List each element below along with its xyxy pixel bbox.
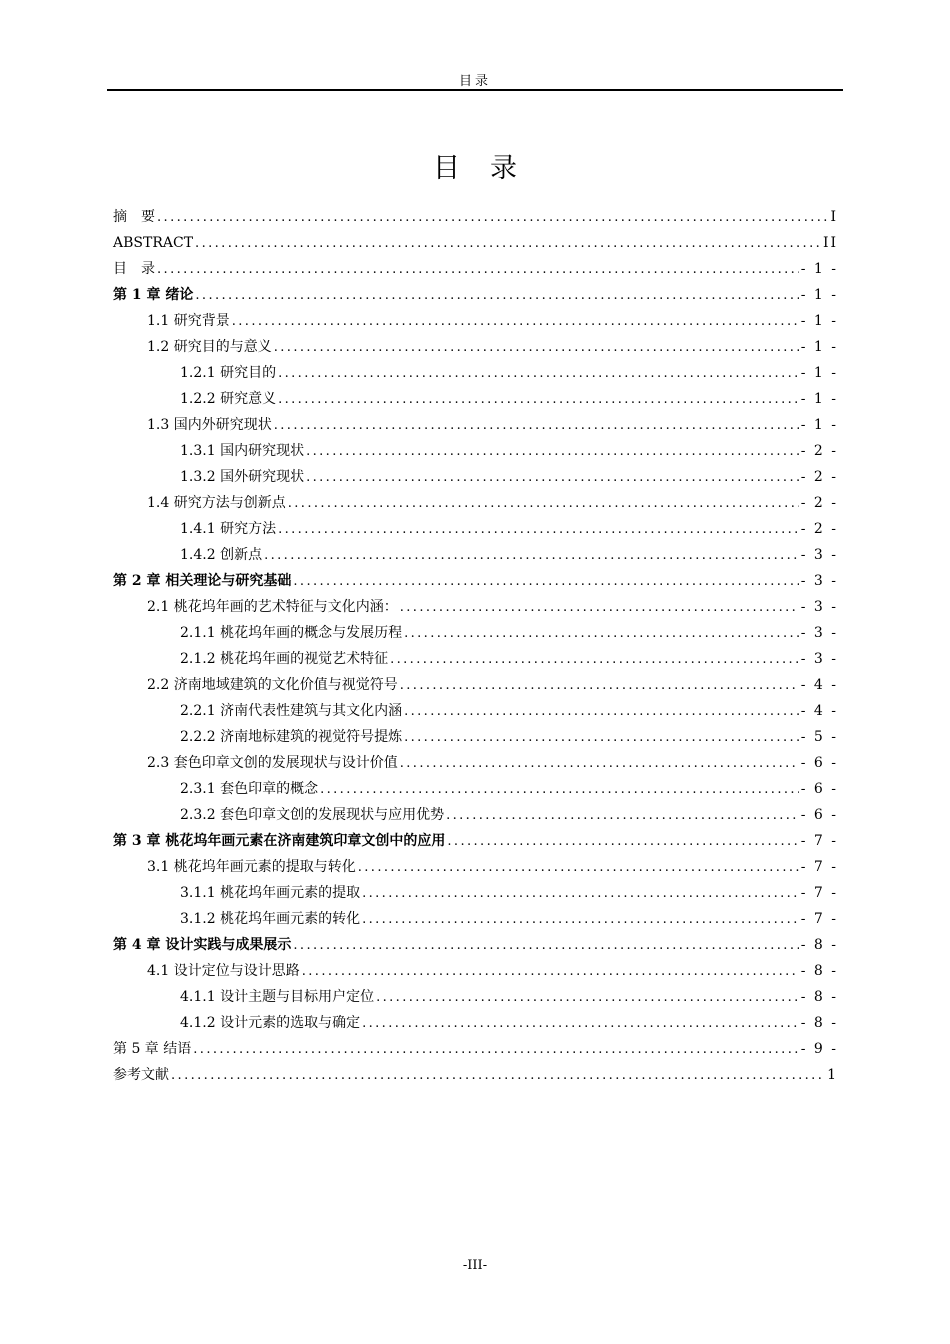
toc-entry-title: 4.1.1 设计主题与目标用户定位 xyxy=(180,989,375,1005)
toc-entry-page: - 6 - xyxy=(800,781,838,797)
toc-entry[interactable] xyxy=(113,230,838,256)
toc-dot-leader xyxy=(390,647,799,673)
toc-entry-title: 第 2 章 相关理论与研究基础 xyxy=(113,573,292,589)
toc-entry[interactable] xyxy=(113,1062,838,1088)
toc-dot-leader xyxy=(293,933,798,959)
toc-entry-page: - 3 - xyxy=(800,547,838,563)
toc-entry-title: 1.2.1 研究目的 xyxy=(180,365,277,381)
toc-dot-leader xyxy=(362,907,799,933)
toc-entry-title: 目 录 xyxy=(113,261,155,277)
toc-dot-leader xyxy=(400,751,799,777)
toc-entry-page: - 2 - xyxy=(800,495,838,511)
toc-dot-leader xyxy=(320,777,799,803)
toc-dot-leader xyxy=(195,231,821,257)
toc-entry-title: 4.1.2 设计元素的选取与确定 xyxy=(180,1015,361,1031)
toc-entry[interactable] xyxy=(113,880,838,906)
toc-entry[interactable] xyxy=(113,1010,838,1036)
toc-dot-leader xyxy=(404,621,799,647)
toc-entry-page: - 8 - xyxy=(800,989,838,1005)
toc-entry[interactable] xyxy=(113,828,838,854)
toc-entry[interactable] xyxy=(113,360,838,386)
toc-entry[interactable] xyxy=(113,906,838,932)
toc-entry[interactable] xyxy=(113,334,838,360)
toc-dot-leader xyxy=(157,205,828,231)
toc-entry-page: II xyxy=(822,235,838,251)
toc-entry[interactable] xyxy=(113,490,838,516)
toc-dot-leader xyxy=(446,803,799,829)
toc-entry-page: - 3 - xyxy=(800,651,838,667)
toc-entry-title: 1.4.1 研究方法 xyxy=(180,521,277,537)
toc-dot-leader xyxy=(232,309,799,335)
toc-dot-leader xyxy=(288,491,799,517)
toc-entry[interactable] xyxy=(113,750,838,776)
toc-dot-leader xyxy=(274,413,799,439)
toc-dot-leader xyxy=(404,725,799,751)
toc-entry-page: - 7 - xyxy=(800,911,838,927)
toc-entry[interactable] xyxy=(113,698,838,724)
toc-dot-leader xyxy=(193,1037,798,1063)
toc-entry[interactable] xyxy=(113,542,838,568)
toc-entry-title: 摘 要 xyxy=(113,209,155,225)
toc-entry-title: 2.2.2 济南地标建筑的视觉符号提炼 xyxy=(180,729,403,745)
toc-dot-leader xyxy=(400,595,799,621)
toc-entry-page: - 8 - xyxy=(800,963,838,979)
toc-entry[interactable] xyxy=(113,204,838,230)
toc-entry-title: 3.1 桃花坞年画元素的提取与转化 xyxy=(147,859,356,875)
toc-entry-title: 1.1 研究背景 xyxy=(147,313,230,329)
toc-entry-title: 1.2.2 研究意义 xyxy=(180,391,277,407)
toc-entry-title: 2.2.1 济南代表性建筑与其文化内涵 xyxy=(180,703,403,719)
toc-entry-page: - 3 - xyxy=(800,599,838,615)
toc-entry-title: 3.1.2 桃花坞年画元素的转化 xyxy=(180,911,361,927)
toc-entry[interactable] xyxy=(113,438,838,464)
toc-entry-title: 2.3.1 套色印章的概念 xyxy=(180,781,319,797)
toc-entry[interactable] xyxy=(113,516,838,542)
toc-entry[interactable] xyxy=(113,282,838,308)
toc-entry[interactable] xyxy=(113,568,838,594)
toc-entry-page: - 1 - xyxy=(800,313,838,329)
toc-entry-page: - 2 - xyxy=(800,521,838,537)
toc-entry-page: - 4 - xyxy=(800,703,838,719)
toc-dot-leader xyxy=(306,439,799,465)
toc-entry-title: 1.3.2 国外研究现状 xyxy=(180,469,305,485)
toc-entry[interactable] xyxy=(113,776,838,802)
toc-entry-title: 第 5 章 结语 xyxy=(113,1041,192,1057)
toc-dot-leader xyxy=(376,985,799,1011)
toc-dot-leader xyxy=(404,699,799,725)
page-title: 目录 xyxy=(433,153,547,184)
toc-entry-page: - 2 - xyxy=(800,443,838,459)
toc-dot-leader xyxy=(264,543,799,569)
toc-dot-leader xyxy=(293,569,798,595)
toc-entry-page: 1 xyxy=(827,1067,838,1083)
page-number: -III- xyxy=(462,1258,488,1273)
toc-entry[interactable] xyxy=(113,672,838,698)
toc-dot-leader xyxy=(302,959,799,985)
toc-dot-leader xyxy=(400,673,799,699)
toc-entry[interactable] xyxy=(113,958,838,984)
toc-entry[interactable] xyxy=(113,412,838,438)
toc-entry[interactable] xyxy=(113,854,838,880)
toc-dot-leader xyxy=(278,361,799,387)
toc-dot-leader xyxy=(358,855,799,881)
toc-dot-leader xyxy=(274,335,799,361)
toc-entry[interactable] xyxy=(113,594,838,620)
toc-entry-title: 第 1 章 绪论 xyxy=(113,287,194,303)
toc-entry-title: 2.2 济南地域建筑的文化价值与视觉符号 xyxy=(147,677,398,693)
toc-entry-page: - 3 - xyxy=(800,573,838,589)
toc-entry-title: 1.2 研究目的与意义 xyxy=(147,339,272,355)
toc-dot-leader xyxy=(447,829,798,855)
running-header: 目录 xyxy=(458,74,491,89)
toc-dot-leader xyxy=(171,1063,825,1089)
toc-entry[interactable] xyxy=(113,464,838,490)
toc-entry-page: - 1 - xyxy=(800,391,838,407)
toc-entry-title: 第 3 章 桃花坞年画元素在济南建筑印章文创中的应用 xyxy=(113,833,446,849)
toc-entry-title: 1.4.2 创新点 xyxy=(180,547,263,563)
toc-entry-page: - 1 - xyxy=(800,417,838,433)
toc-entry-page: - 2 - xyxy=(800,469,838,485)
toc-entry-title: 参考文献 xyxy=(113,1067,169,1083)
toc-entry-title: 2.3.2 套色印章文创的发展现状与应用优势 xyxy=(180,807,445,823)
toc-entry-page: - 7 - xyxy=(800,859,838,875)
toc-entry-title: 第 4 章 设计实践与成果展示 xyxy=(113,937,292,953)
toc-entry-page: - 6 - xyxy=(800,755,838,771)
toc-entry-page: - 1 - xyxy=(800,287,838,303)
toc-entry-page: - 6 - xyxy=(800,807,838,823)
toc-entry[interactable] xyxy=(113,984,838,1010)
toc-entry[interactable] xyxy=(113,1036,838,1062)
toc-entry-page: - 8 - xyxy=(800,937,838,953)
header-rule xyxy=(107,89,843,91)
toc-entry[interactable] xyxy=(113,646,838,672)
toc-entry-title: 2.3 套色印章文创的发展现状与设计价值 xyxy=(147,755,398,771)
toc-entry[interactable] xyxy=(113,724,838,750)
toc-entry[interactable] xyxy=(113,308,838,334)
toc-entry-page: - 4 - xyxy=(800,677,838,693)
toc-entry-page: - 8 - xyxy=(800,1015,838,1031)
toc-dot-leader xyxy=(278,517,799,543)
toc-entry-page: - 3 - xyxy=(800,625,838,641)
toc-entry-title: 2.1.1 桃花坞年画的概念与发展历程 xyxy=(180,625,403,641)
toc-entry-page: I xyxy=(830,209,838,225)
toc-dot-leader xyxy=(362,1011,799,1037)
toc-entry[interactable] xyxy=(113,386,838,412)
toc-entry-title: 3.1.1 桃花坞年画元素的提取 xyxy=(180,885,361,901)
toc-entry[interactable] xyxy=(113,256,838,282)
toc-entry-page: - 9 - xyxy=(800,1041,838,1057)
table-of-contents xyxy=(113,204,838,1088)
toc-entry[interactable] xyxy=(113,932,838,958)
toc-entry-title: 1.3 国内外研究现状 xyxy=(147,417,272,433)
toc-entry-page: - 1 - xyxy=(800,339,838,355)
toc-entry-title: 2.1 桃花坞年画的艺术特征与文化内涵： xyxy=(147,599,398,615)
toc-dot-leader xyxy=(362,881,799,907)
toc-dot-leader xyxy=(278,387,799,413)
toc-entry[interactable] xyxy=(113,620,838,646)
toc-entry-page: - 7 - xyxy=(800,833,838,849)
toc-entry[interactable] xyxy=(113,802,838,828)
toc-entry-page: - 7 - xyxy=(800,885,838,901)
toc-entry-page: - 1 - xyxy=(800,365,838,381)
toc-entry-title: 4.1 设计定位与设计思路 xyxy=(147,963,300,979)
toc-entry-title: 1.4 研究方法与创新点 xyxy=(147,495,286,511)
toc-entry-title: 2.1.2 桃花坞年画的视觉艺术特征 xyxy=(180,651,389,667)
toc-entry-title: ABSTRACT xyxy=(113,235,194,251)
toc-dot-leader xyxy=(157,257,799,283)
toc-entry-page: - 1 - xyxy=(800,261,838,277)
toc-dot-leader xyxy=(306,465,799,491)
toc-entry-title: 1.3.1 国内研究现状 xyxy=(180,443,305,459)
toc-dot-leader xyxy=(195,283,798,309)
toc-entry-page: - 5 - xyxy=(800,729,838,745)
